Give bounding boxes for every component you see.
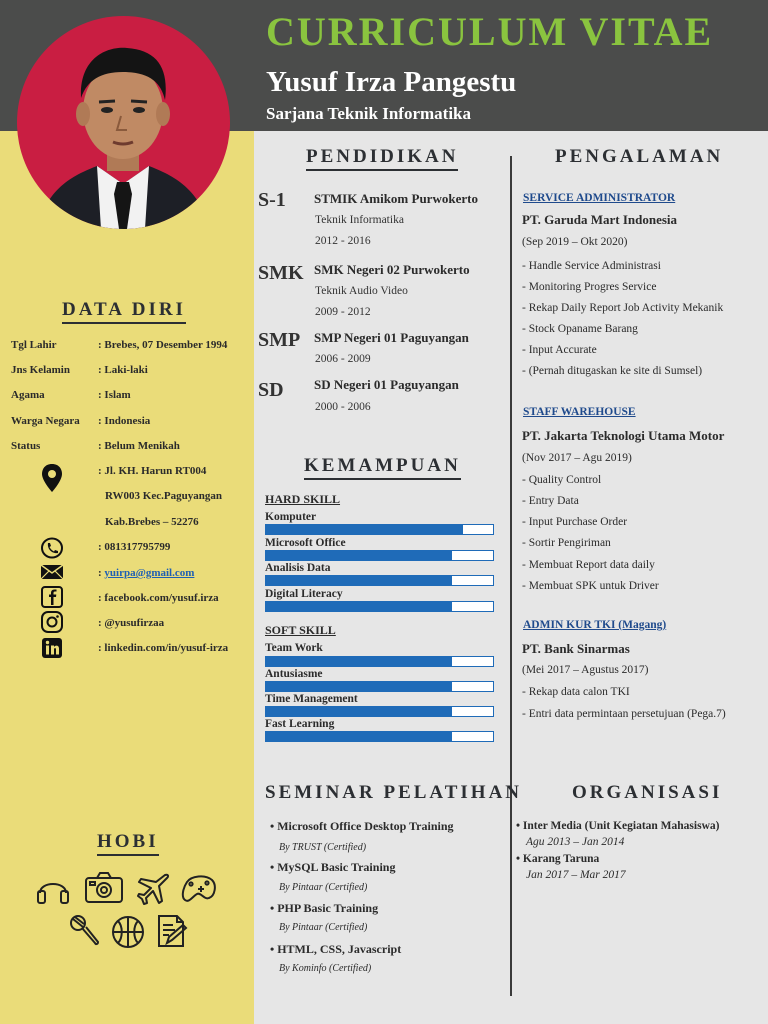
organization-period: Agu 2013 – Jan 2014 bbox=[526, 836, 625, 848]
info-label-nationality: Warga Negara bbox=[11, 415, 80, 427]
pengalaman-heading: PENGALAMAN bbox=[555, 146, 724, 167]
headphones-icon bbox=[35, 871, 71, 907]
job-duty: - Input Accurate bbox=[522, 344, 597, 356]
job-duty: - Input Purchase Order bbox=[522, 516, 628, 528]
edu-years: 2012 - 2016 bbox=[315, 235, 371, 247]
skill-bar-fill bbox=[266, 525, 463, 534]
microphone-icon bbox=[67, 913, 103, 949]
job-duty: - Handle Service Administrasi bbox=[522, 260, 661, 272]
job-duty: - Membuat SPK untuk Driver bbox=[522, 580, 659, 592]
organization-item: • Karang Taruna bbox=[516, 853, 600, 865]
job-company: PT. Garuda Mart Indonesia bbox=[522, 212, 678, 227]
basketball-icon bbox=[110, 914, 146, 950]
job-period: (Mei 2017 – Agustus 2017) bbox=[522, 664, 649, 676]
skill-label: Microsoft Office bbox=[265, 537, 346, 549]
writing-icon bbox=[153, 913, 189, 949]
email-row bbox=[98, 567, 194, 579]
hard-skill-heading: HARD SKILL bbox=[265, 492, 341, 506]
edu-school: STMIK Amikom Purwokerto bbox=[314, 191, 478, 206]
seminar-item: • MySQL Basic Training bbox=[270, 860, 396, 874]
job-company: PT. Jakarta Teknologi Utama Motor bbox=[522, 428, 725, 443]
seminar-provider: By Kominfo (Certified) bbox=[279, 963, 372, 974]
job-period: (Sep 2019 – Okt 2020) bbox=[522, 236, 628, 248]
skill-bar-fill bbox=[266, 657, 452, 666]
job-duty: - Rekap data calon TKI bbox=[522, 686, 630, 698]
info-label-gender: Jns Kelamin bbox=[11, 364, 70, 376]
skill-bar bbox=[265, 601, 494, 612]
edu-years: 2000 - 2006 bbox=[315, 401, 371, 413]
job-period: (Nov 2017 – Agu 2019) bbox=[522, 452, 632, 464]
email-prefix: : bbox=[98, 567, 105, 579]
address-line-2: RW003 Kec.Paguyangan bbox=[105, 490, 222, 502]
instagram-handle[interactable]: : @yusufirzaa bbox=[98, 617, 165, 629]
job-company: PT. Bank Sinarmas bbox=[522, 641, 630, 656]
edu-school: SMK Negeri 02 Purwokerto bbox=[314, 262, 470, 277]
column-divider bbox=[510, 156, 512, 996]
edu-level: SMP bbox=[258, 329, 301, 351]
gamepad-icon bbox=[179, 870, 219, 906]
skill-label: Fast Learning bbox=[265, 718, 335, 730]
phone-number: : 081317795799 bbox=[98, 541, 171, 553]
camera-icon bbox=[83, 869, 125, 905]
job-duty: - Entri data permintaan persetujuan (Pega.7) bbox=[522, 708, 726, 720]
info-value-status: : Belum Menikah bbox=[98, 440, 180, 452]
skill-bar bbox=[265, 524, 494, 535]
info-value-gender: : Laki-laki bbox=[98, 364, 148, 376]
linkedin-url[interactable]: : linkedin.com/in/yusuf-irza bbox=[98, 642, 229, 654]
linkedin-icon bbox=[40, 637, 64, 659]
soft-skill-heading: SOFT SKILL bbox=[265, 623, 336, 637]
facebook-url[interactable]: : facebook.com/yusuf.irza bbox=[98, 592, 219, 604]
edu-years: 2006 - 2009 bbox=[315, 353, 371, 365]
skill-bar bbox=[265, 656, 494, 667]
skill-bar-fill bbox=[266, 602, 452, 611]
location-pin-icon bbox=[40, 463, 64, 493]
job-duty: - Rekap Daily Report Job Activity Mekanik bbox=[522, 302, 724, 314]
job-duty: - Monitoring Progres Service bbox=[522, 281, 657, 293]
edu-years: 2009 - 2012 bbox=[315, 306, 371, 318]
skill-bar-fill bbox=[266, 551, 452, 560]
email-link[interactable]: yuirpa@gmail.com bbox=[104, 567, 195, 579]
job-title: ADMIN KUR TKI (Magang) bbox=[523, 619, 667, 631]
facebook-icon bbox=[40, 586, 64, 608]
seminar-provider: By TRUST (Certified) bbox=[279, 842, 367, 853]
kemampuan-heading: KEMAMPUAN bbox=[304, 455, 461, 480]
hobi-heading: HOBI bbox=[97, 831, 159, 856]
job-title: STAFF WAREHOUSE bbox=[523, 406, 636, 418]
seminar-provider: By Pintaar (Certified) bbox=[279, 882, 368, 893]
organization-period: Jan 2017 – Mar 2017 bbox=[526, 869, 626, 881]
info-value-religion: : Islam bbox=[98, 389, 131, 401]
skill-bar-fill bbox=[266, 576, 452, 585]
person-degree: Sarjana Teknik Informatika bbox=[266, 104, 471, 123]
edu-school: SMP Negeri 01 Paguyangan bbox=[314, 330, 469, 345]
seminar-provider: By Pintaar (Certified) bbox=[279, 922, 368, 933]
edu-level: S-1 bbox=[258, 189, 286, 211]
info-label-status: Status bbox=[11, 440, 41, 452]
skill-label: Komputer bbox=[265, 511, 317, 523]
address-line-1: : Jl. KH. Harun RT004 bbox=[98, 465, 207, 477]
seminar-item: • Microsoft Office Desktop Training bbox=[270, 819, 454, 833]
phone-icon bbox=[40, 537, 64, 559]
skill-bar bbox=[265, 706, 494, 717]
job-duty: - (Pernah ditugaskan ke site di Sumsel) bbox=[522, 365, 703, 377]
skill-bar bbox=[265, 731, 494, 742]
seminar-heading: SEMINAR PELATIHAN bbox=[265, 782, 523, 803]
cv-title: CURRICULUM VITAE bbox=[266, 9, 714, 54]
skill-label: Time Management bbox=[265, 693, 358, 705]
job-duty: - Membuat Report data daily bbox=[522, 559, 655, 571]
seminar-item: • HTML, CSS, Javascript bbox=[270, 942, 402, 956]
job-duty: - Sortir Pengiriman bbox=[522, 537, 611, 549]
info-value-birth: : Brebes, 07 Desember 1994 bbox=[98, 339, 228, 351]
skill-label: Team Work bbox=[265, 642, 323, 654]
info-label-birth: Tgl Lahir bbox=[11, 339, 57, 351]
email-icon bbox=[40, 563, 64, 585]
data-diri-heading: DATA DIRI bbox=[62, 299, 186, 324]
edu-major: Teknik Audio Video bbox=[315, 285, 408, 297]
edu-level: SD bbox=[258, 379, 284, 401]
edu-level: SMK bbox=[258, 262, 304, 284]
edu-school: SD Negeri 01 Paguyangan bbox=[314, 377, 459, 392]
skill-bar-fill bbox=[266, 682, 452, 691]
airplane-icon bbox=[135, 871, 171, 907]
job-title: SERVICE ADMINISTRATOR bbox=[523, 192, 676, 204]
instagram-icon bbox=[40, 611, 64, 633]
seminar-item: • PHP Basic Training bbox=[270, 901, 379, 915]
address-line-3: Kab.Brebes – 52276 bbox=[105, 516, 199, 528]
organisasi-heading: ORGANISASI bbox=[572, 782, 723, 803]
job-duty: - Entry Data bbox=[522, 495, 579, 507]
skill-bar-fill bbox=[266, 707, 452, 716]
profile-photo bbox=[17, 16, 230, 229]
edu-major: Teknik Informatika bbox=[315, 214, 404, 226]
skill-bar-fill bbox=[266, 732, 452, 741]
pendidikan-heading: PENDIDIKAN bbox=[306, 146, 458, 171]
organization-item: • Inter Media (Unit Kegiatan Mahasiswa) bbox=[516, 820, 720, 832]
person-name: Yusuf Irza Pangestu bbox=[266, 66, 517, 98]
skill-label: Digital Literacy bbox=[265, 588, 343, 600]
skill-label: Antusiasme bbox=[265, 668, 323, 680]
info-value-nationality: : Indonesia bbox=[98, 415, 151, 427]
info-label-religion: Agama bbox=[11, 389, 45, 401]
job-duty: - Stock Opaname Barang bbox=[522, 323, 638, 335]
skill-label: Analisis Data bbox=[265, 562, 331, 574]
job-duty: - Quality Control bbox=[522, 474, 602, 486]
skill-bar bbox=[265, 575, 494, 586]
skill-bar bbox=[265, 681, 494, 692]
skill-bar bbox=[265, 550, 494, 561]
